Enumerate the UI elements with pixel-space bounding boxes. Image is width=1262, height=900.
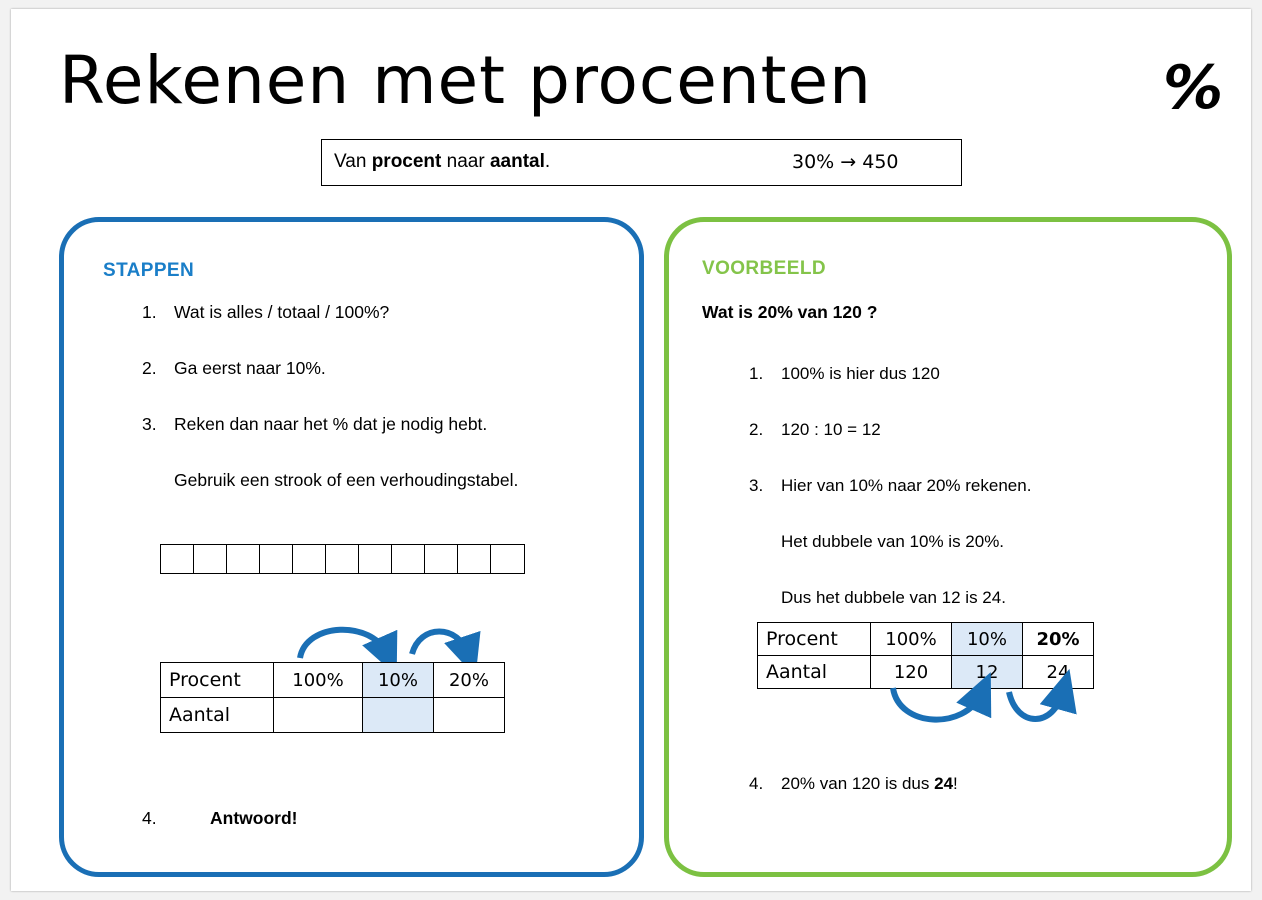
page-title: Rekenen met procenten	[59, 42, 872, 119]
strip-cell	[161, 545, 194, 573]
example-item-4-text: Het dubbele van 10% is 20%.	[781, 532, 1005, 551]
strip-cell	[491, 545, 524, 573]
example-table-arrows	[885, 684, 1105, 740]
example-item-3-text: Hier van 10% naar 20% rekenen.	[781, 476, 1032, 495]
steps-table-label-aantal: Aantal	[161, 698, 274, 733]
arrow-10-to-20	[412, 632, 468, 655]
steps-table-amount-10	[363, 698, 434, 733]
table-row	[161, 698, 505, 733]
strip-cell	[326, 545, 359, 573]
subtitle-bold-aantal: aantal	[489, 151, 545, 172]
example-table-label-procent: Procent	[758, 623, 871, 656]
example-item-2-text: 120 : 10 = 12	[781, 420, 881, 439]
steps-table-amount-100	[274, 698, 363, 733]
strip-cell	[260, 545, 293, 573]
example-conclusion-bold: 24	[934, 774, 954, 793]
example-item-3-number: 3.	[749, 476, 764, 495]
steps-item-1-number: 1.	[142, 302, 157, 322]
subtitle-bold-procent: procent	[371, 151, 442, 172]
percent-symbol: %	[1163, 53, 1224, 123]
example-conclusion-suffix: !	[953, 774, 958, 793]
subtitle-suffix: .	[544, 151, 551, 172]
steps-item-4-text: Gebruik een strook of een verhoudingstabel.	[174, 470, 519, 490]
steps-panel	[59, 217, 644, 877]
subtitle-text	[334, 151, 550, 173]
steps-table-percent-100: 100%	[274, 663, 363, 698]
arrow-12-to-24	[1009, 692, 1063, 719]
worksheet-sheet	[11, 9, 1251, 891]
strip-cell	[392, 545, 425, 573]
steps-table-label-procent: Procent	[161, 663, 274, 698]
strip-cell	[293, 545, 326, 573]
strip-cell	[425, 545, 458, 573]
example-item-5-text: Dus het dubbele van 12 is 24.	[781, 588, 1006, 607]
example-table-label-aantal: Aantal	[758, 656, 871, 689]
steps-ratio-table	[160, 662, 505, 733]
steps-item-3-text: Reken dan naar het % dat je nodig hebt.	[174, 414, 488, 434]
arrow-120-to-12	[893, 688, 981, 720]
steps-item-3-number: 3.	[142, 414, 157, 434]
steps-answer-label: Antwoord!	[210, 808, 298, 828]
steps-answer-number: 4.	[142, 808, 157, 828]
table-row	[161, 663, 505, 698]
table-row	[758, 623, 1094, 656]
example-table-percent-10: 10%	[952, 623, 1023, 656]
steps-panel-heading: STAPPEN	[103, 260, 195, 281]
example-panel-heading: VOORBEELD	[702, 258, 826, 279]
strip-cell	[458, 545, 491, 573]
example-table-percent-20: 20%	[1023, 623, 1094, 656]
subtitle-example: 30% → 450	[792, 151, 899, 173]
strip-cell	[359, 545, 392, 573]
steps-item-2-number: 2.	[142, 358, 157, 378]
example-item-2-number: 2.	[749, 420, 764, 439]
example-conclusion-number: 4.	[749, 774, 764, 793]
example-question: Wat is 20% van 120 ?	[702, 302, 878, 322]
arrow-100-to-10	[300, 630, 387, 658]
steps-table-arrows	[292, 614, 502, 666]
example-panel	[664, 217, 1232, 877]
example-ratio-table	[757, 622, 1094, 689]
example-table-amount-100: 120	[871, 656, 952, 689]
subtitle-box	[321, 139, 962, 186]
example-table-amount-10: 12	[952, 656, 1023, 689]
example-item-1-text: 100% is hier dus 120	[781, 364, 940, 383]
steps-table-percent-10: 10%	[363, 663, 434, 698]
example-conclusion-prefix: 20% van 120 is dus	[781, 774, 935, 793]
steps-item-2-text: Ga eerst naar 10%.	[174, 358, 326, 378]
example-table-percent-100: 100%	[871, 623, 952, 656]
example-item-4-note	[781, 532, 1004, 552]
example-item-1-number: 1.	[749, 364, 764, 383]
subtitle-prefix: Van	[334, 151, 372, 172]
steps-item-1-text: Wat is alles / totaal / 100%?	[174, 302, 390, 322]
steps-table-percent-20: 20%	[434, 663, 505, 698]
strip-cell	[227, 545, 260, 573]
example-item-5-note	[781, 588, 1006, 608]
example-conclusion-text	[781, 774, 958, 794]
steps-table-amount-20	[434, 698, 505, 733]
strip-cell	[194, 545, 227, 573]
percent-strip	[160, 544, 525, 574]
example-table-amount-20: 24	[1023, 656, 1094, 689]
subtitle-middle: naar	[441, 151, 490, 172]
